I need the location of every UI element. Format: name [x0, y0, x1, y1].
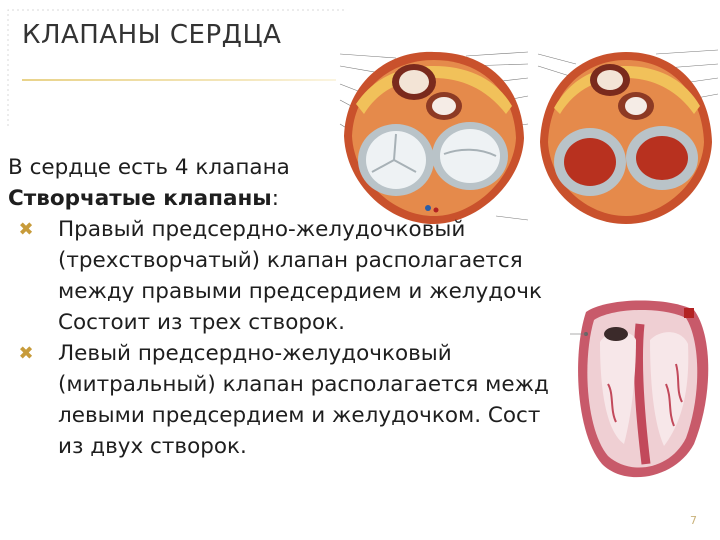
- subheading-suffix: :: [271, 186, 280, 211]
- bullet-line: (трехстворчатый) клапан располагается: [58, 248, 523, 273]
- x-bullet-icon: ✖: [18, 219, 34, 240]
- title-underline: [22, 79, 340, 81]
- bullet-line: левыми предсердием и желудочком. Сост: [58, 403, 541, 428]
- subheading: Створчатые клапаны: [8, 186, 272, 211]
- bullet-line: между правыми предсердием и желудочк: [58, 279, 542, 304]
- bullet-line: (митральный) клапан располагается межд: [58, 372, 549, 397]
- subheading-line: [8, 183, 578, 214]
- bullet-line: Правый предсердно-желудочковый: [58, 217, 466, 242]
- bullet-line: Левый предсердно-желудочковый: [58, 341, 452, 366]
- bullet-line: из двух створок.: [58, 434, 247, 459]
- bullet-line: Состоит из трех створок.: [58, 310, 345, 335]
- slide-title: КЛАПАНЫ СЕРДЦА: [22, 20, 282, 50]
- x-bullet-icon: ✖: [18, 343, 34, 364]
- page-number: 7: [690, 514, 697, 527]
- slide-body: [8, 152, 578, 462]
- bullet-item-tricuspid: [8, 214, 578, 338]
- bullet-item-mitral: [8, 338, 578, 462]
- intro-text: В сердце есть 4 клапана: [8, 155, 290, 180]
- heart-section-illustration: [566, 294, 720, 490]
